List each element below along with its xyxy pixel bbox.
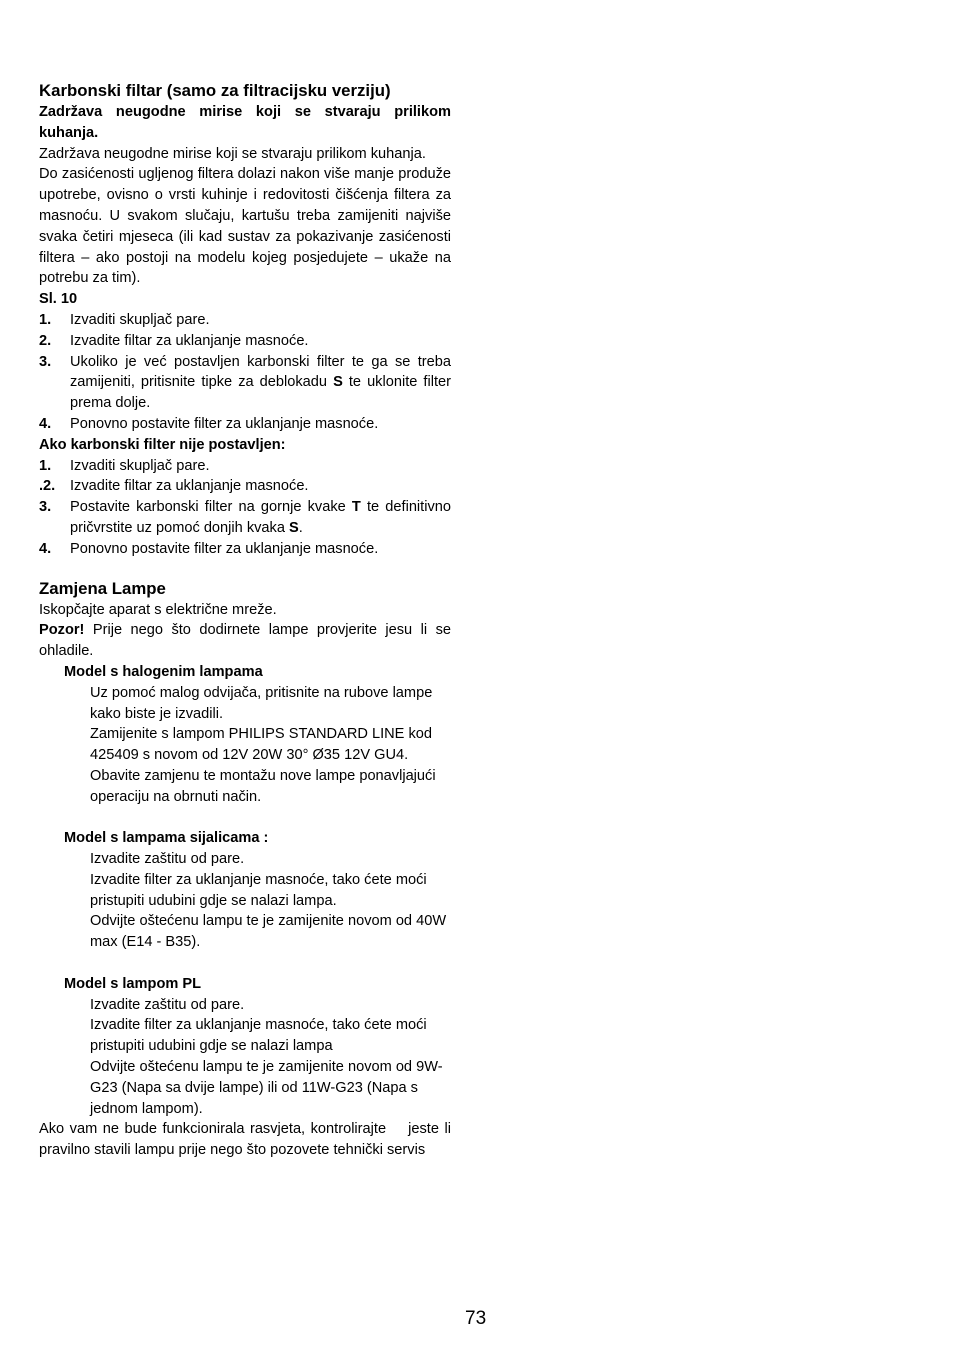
list-item: 2. Izvadite filtar za uklanjanje masnoće. — [39, 332, 309, 349]
pl-line: Izvadite zaštitu od pare. — [90, 996, 245, 1013]
list-item: 1. Izvaditi skupljač pare. — [39, 311, 210, 328]
carbon-bold-intro: Zadržava neugodne mirise koji se stvaraju prilikom kuhanja. — [39, 104, 451, 141]
steps-list-install — [39, 456, 451, 560]
steps-list-replace — [39, 310, 451, 435]
list-item: 3. Ukoliko je već postavljen karbonski filter te ga se treba zamijeniti, pritisnite tipke za deblokadu S te uklonite filter prema dolje. — [39, 353, 451, 412]
halogen-line: Obavite zamjenu te montažu nove lampe ponavljajući operaciju na obrnuti način. — [90, 767, 436, 805]
list-item: 4. Ponovno postavite filter za uklanjanje masnoće. — [39, 415, 379, 432]
bulb-line: Odvijte oštećenu lampu te je zamijenite novom od 40W max (E14 - B35). — [90, 913, 447, 951]
carbon-para-1: Zadržava neugodne mirise koji se stvaraju prilikom kuhanja. — [39, 145, 426, 162]
list-item: 1. Izvaditi skupljač pare. — [39, 457, 210, 474]
list-item: 3. Postavite karbonski filter na gornje kvake T te definitivno pričvrstite uz pomoć donjih kvaka S. — [39, 499, 451, 536]
bulb-title: Model s lampama sijalicama : — [64, 830, 269, 847]
unplug-text: Iskopčajte aparat s električne mreže. — [39, 601, 277, 618]
list-item: 4. Ponovno postavite filter za uklanjanje masnoće. — [39, 540, 379, 557]
bulb-line: Izvadite zaštitu od pare. — [90, 851, 245, 868]
bulb-line: Izvadite filter za uklanjanje masnoće, tako ćete moći pristupiti udubini gdje se nalazi lampa. — [90, 871, 427, 909]
no-filter-heading: Ako karbonski filter nije postavljen: — [39, 436, 286, 453]
pl-line: Izvadite filter za uklanjanje masnoće, tako ćete moći pristupiti udubini gdje se nalazi lampa — [90, 1017, 427, 1055]
spacer — [39, 953, 451, 974]
list-item: .2. Izvadite filtar za uklanjanje masnoće. — [39, 478, 309, 495]
lamp-heading: Zamjena Lampe — [39, 578, 166, 598]
pl-title: Model s lampom PL — [64, 975, 202, 992]
footer-note: Ako vam ne bude funkcionirala rasvjeta, kontrolirajte jeste li pravilno stavili lampu prije nego što pozovete tehnički servis — [39, 1121, 456, 1159]
halogen-line: Zamijenite s lampom PHILIPS STANDARD LINE kod 425409 s novom od 12V 20W 30° Ø35 12V GU4. — [90, 726, 432, 764]
halogen-title: Model s halogenim lampama — [64, 663, 263, 680]
warning-text: Pozor! Prije nego što dodirnete lampe provjerite jesu li se ohladile. — [39, 622, 451, 660]
pl-line: Odvijte oštećenu lampu te je zamijenite novom od 9W-G23 (Napa sa dvije lampe) ili od 11W-G23 (Napa s jednom lampom). — [90, 1059, 443, 1117]
carbon-filter-heading: Karbonski filtar (samo za filtracijsku verziju) — [39, 81, 391, 100]
carbon-para-2: Do zasićenosti ugljenog filtera dolazi nakon više manje produže upotrebe, ovisno o vrsti kuhinje i redovitosti čišćenja filtera za masnoću. U svakom slučaju, kartušu treba zamijeniti najviše svaka četiri mjeseca (ili kad sustav za pokazivanje zasićenosti filtera – ako postoji na modelu kojeg posjedujete – ukaže na potrebu za tim). — [39, 166, 451, 287]
figure-ref: Sl. 10 — [39, 291, 78, 308]
page-number: 73 — [465, 1308, 487, 1329]
text-column — [39, 80, 456, 1161]
halogen-line: Uz pomoć malog odvijača, pritisnite na rubove lampe kako biste je izvadili. — [90, 684, 433, 722]
spacer — [39, 808, 451, 829]
